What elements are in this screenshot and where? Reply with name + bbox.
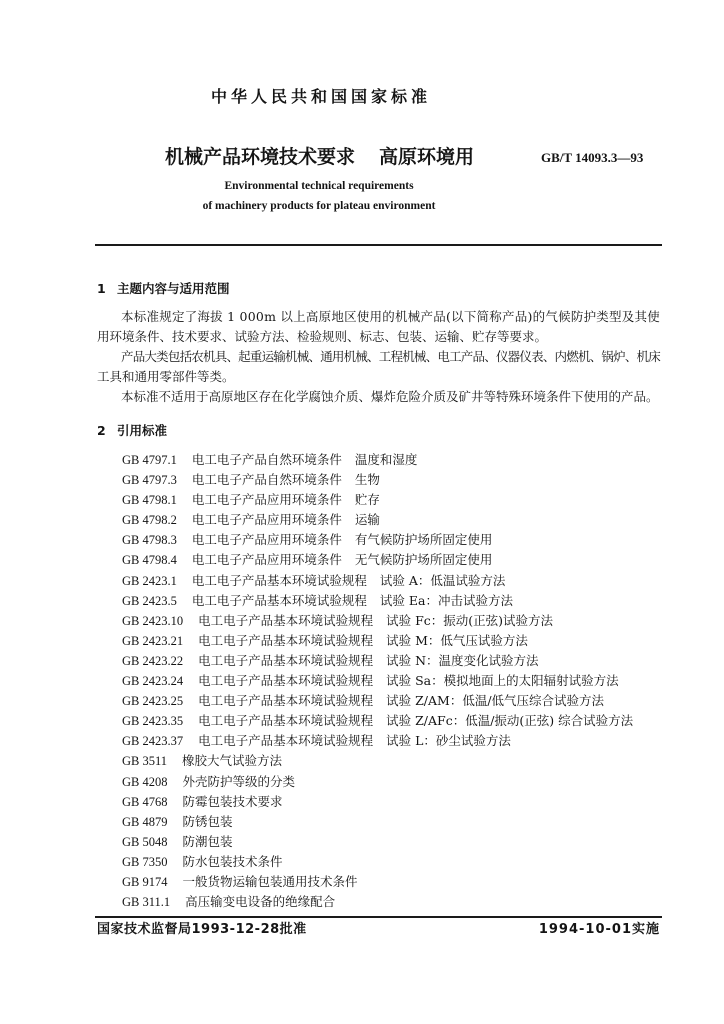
document-title [165,146,474,168]
footer-divider [95,916,662,918]
reference-code: GB 4879 [122,814,168,829]
reference-title: 电工电子产品基本环境试验规程 [191,592,367,608]
reference-title: 电工电子产品基本环境试验规程 [198,733,374,749]
paragraph-text: 用环境条件、技术要求、试验方法、检验规则、标志、包装、运输、贮存等要求。 [97,329,548,344]
reference-title: 电工电子产品应用环境条件 [191,512,342,528]
reference-item [122,691,633,711]
reference-part: 生物 [354,472,380,488]
reference-part: 无气候防护场所固定使用 [354,552,493,568]
paragraph-line [97,367,660,387]
reference-item [122,530,633,550]
reference-title: 外壳防护等级的分类 [182,773,296,789]
reference-title: 防霉包装技术要求 [182,793,283,809]
section-title: 引用标准 [117,423,168,438]
reference-code: GB 4798.1 [122,493,177,508]
paragraph-line [97,387,660,407]
section-title: 主题内容与适用范围 [117,281,230,296]
reference-item [122,470,633,490]
reference-title: 高压输变电设备的绝缘配合 [185,894,336,910]
reference-part: 有气候防护场所固定使用 [354,532,493,548]
reference-code: GB 5048 [122,834,168,849]
reference-code: GB 2423.1 [122,573,177,588]
reference-part: 贮存 [354,492,380,508]
reference-code: GB 2423.5 [122,593,177,608]
reference-code: GB 2423.21 [122,633,184,648]
reference-item [122,631,633,651]
reference-item [122,611,633,631]
reference-item [122,772,633,792]
reference-code: GB 4797.1 [122,453,177,467]
reference-part: 试验 N：温度变化试验方法 [386,652,539,668]
implementation-date: 1994-10-01实施 [538,922,660,937]
reference-title: 电工电子产品基本环境试验规程 [198,632,374,648]
reference-item [122,872,633,892]
reference-title: 电工电子产品自然环境条件 [191,472,342,488]
reference-code: GB 2423.10 [122,613,184,628]
reference-code: GB 3511 [122,754,168,769]
reference-item [122,591,633,611]
paragraph-text: 本标准规定了海拔 1 000m 以上高原地区使用的机械产品(以下简称产品)的气候防护类型及其使 [121,309,660,324]
reference-code: GB 2423.35 [122,714,184,729]
paragraph-text: 工具和通用零部件等类。 [97,369,235,384]
paragraph-text: 产品大类包括农机具、起重运输机械、通用机械、工程机械、电工产品、仪器仪表、内燃机、锅炉、机床 [121,349,660,364]
reference-title: 电工电子产品自然环境条件 [191,452,342,467]
section-body [97,307,660,407]
header-divider [95,244,662,246]
reference-item [122,490,633,510]
reference-item [122,892,633,912]
reference-code: GB 4798.2 [122,513,177,528]
paragraph-line [97,327,660,347]
reference-item [122,812,633,832]
reference-part: 试验 M：低气压试验方法 [386,632,528,648]
paragraph [97,347,660,387]
english-title-line: of machinery products for plateau environment [202,200,436,212]
reference-title: 电工电子产品基本环境试验规程 [191,572,367,588]
reference-title: 防水包装技术条件 [182,853,283,869]
reference-title: 防锈包装 [182,813,233,829]
reference-item [122,792,633,812]
reference-item [122,751,633,771]
reference-part: 试验 L：砂尘试验方法 [386,733,511,749]
reference-code: GB 2423.24 [122,674,184,689]
reference-code: GB 2423.37 [122,734,184,749]
reference-item [122,711,633,731]
reference-title: 电工电子产品应用环境条件 [191,492,342,508]
reference-code: GB 7350 [122,854,168,869]
reference-part: 运输 [354,512,380,528]
reference-part: 试验 Ea：冲击试验方法 [379,592,513,608]
reference-item [122,571,633,591]
reference-item [122,550,633,570]
reference-part: 试验 A：低温试验方法 [379,572,506,588]
reference-title: 电工电子产品基本环境试验规程 [198,693,374,709]
reference-part: 温度和湿度 [354,452,418,467]
paragraph-text: 本标准不适用于高原地区存在化学腐蚀介质、爆炸危险介质及矿井等特殊环境条件下使用的产品。 [121,389,659,404]
reference-title: 一般货物运输包装通用技术条件 [182,873,358,889]
reference-title: 电工电子产品基本环境试验规程 [198,713,374,729]
reference-item [122,510,633,530]
approval-date: 国家技术监督局1993-12-28批准 [97,922,307,937]
reference-item [122,450,633,470]
reference-title: 电工电子产品基本环境试验规程 [198,673,374,689]
paragraph-line [97,347,660,367]
reference-part: 试验 Sa：模拟地面上的太阳辐射试验方法 [386,673,619,689]
reference-code: GB 9174 [122,874,168,889]
section-number: 1 [97,281,106,296]
reference-item [122,671,633,691]
reference-title: 电工电子产品基本环境试验规程 [198,612,374,628]
reference-title: 橡胶大气试验方法 [182,753,283,769]
reference-part: 试验 Fc：振动(正弦)试验方法 [386,612,554,628]
reference-part: 试验 Z/AM：低温/低气压综合试验方法 [386,693,605,709]
standard-number: GB/T 14093.3—93 [541,150,644,165]
reference-title: 电工电子产品应用环境条件 [191,552,342,568]
english-title [0,176,638,216]
paragraph [97,307,660,347]
section-number: 2 [97,423,106,438]
standard-category-header: 中华人民共和国国家标准 [210,87,431,106]
reference-code: GB 4768 [122,794,168,809]
reference-title: 电工电子产品应用环境条件 [191,532,342,548]
english-title-line: Environmental technical requirements [224,180,414,192]
reference-item [122,731,633,751]
reference-item [122,651,633,671]
reference-code: GB 4208 [122,774,168,789]
reference-code: GB 311.1 [122,895,171,910]
section-heading [97,279,230,299]
reference-item [122,832,633,852]
paragraph-line [97,307,660,327]
reference-title: 电工电子产品基本环境试验规程 [198,652,374,668]
section-heading [97,421,167,441]
reference-code: GB 2423.22 [122,653,184,668]
reference-code: GB 4797.3 [122,473,177,488]
reference-list [122,450,633,912]
document-title-sub: 高原环境用 [379,146,475,168]
document-title-main: 机械产品环境技术要求 [165,146,356,168]
reference-code: GB 4798.3 [122,533,177,548]
reference-item [122,852,633,872]
paragraph [97,387,660,407]
reference-part: 试验 Z/AFc：低温/振动(正弦) 综合试验方法 [386,713,634,729]
reference-title: 防潮包装 [182,833,233,849]
reference-code: GB 4798.4 [122,553,177,568]
reference-code: GB 2423.25 [122,694,184,709]
